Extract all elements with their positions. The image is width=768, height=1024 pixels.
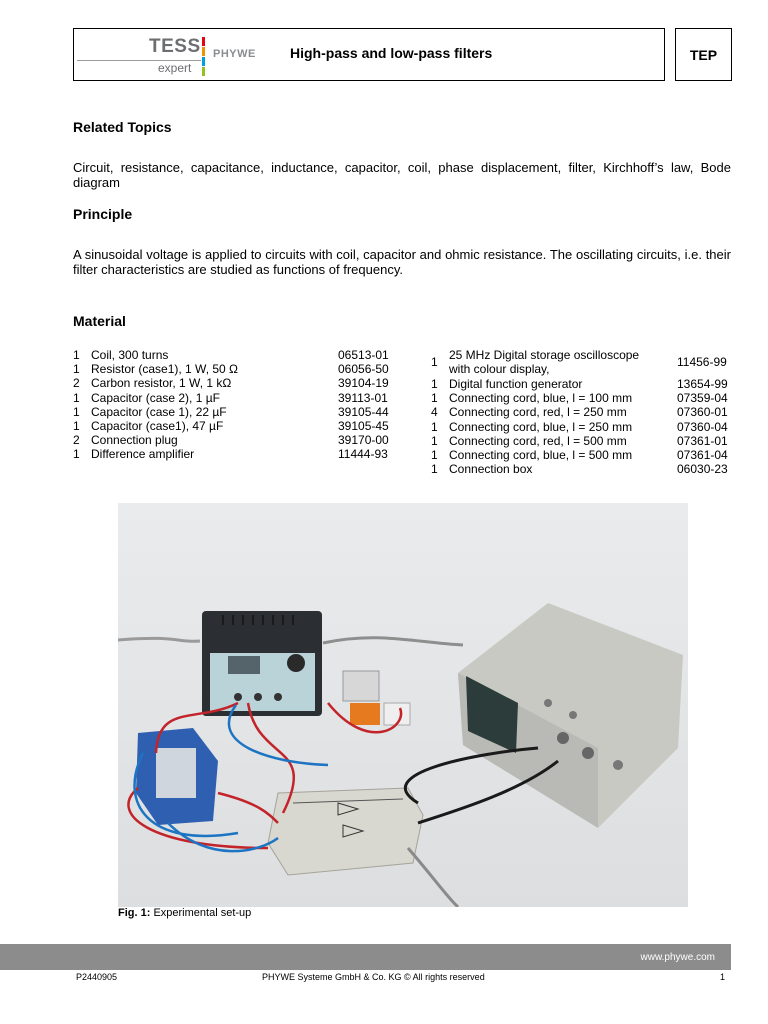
footer-url[interactable]: www.phywe.com bbox=[640, 952, 715, 963]
material-code: 39104-19 bbox=[338, 376, 389, 391]
material-qty: 1 bbox=[431, 391, 438, 406]
logo-color-bars bbox=[202, 37, 207, 75]
material-item bbox=[73, 419, 393, 433]
material-qty: 1 bbox=[431, 419, 438, 434]
material-desc: Connection plug bbox=[91, 433, 178, 448]
material-code: 07360-01 bbox=[677, 405, 728, 420]
material-code: 11456-99 bbox=[677, 355, 727, 369]
tep-badge: TEP bbox=[675, 28, 732, 81]
related-topics-heading: Related Topics bbox=[73, 119, 172, 135]
footer-experiment-code: P2440905 bbox=[76, 972, 118, 982]
material-item bbox=[73, 348, 393, 362]
material-desc: 25 MHz Digital storage oscilloscope bbox=[449, 348, 640, 362]
material-item bbox=[431, 391, 751, 405]
material-desc: Capacitor (case 1), 22 µF bbox=[91, 404, 227, 419]
logo-tess: TESS bbox=[149, 36, 201, 57]
material-code: 39105-44 bbox=[338, 404, 389, 419]
material-qty: 1 bbox=[73, 390, 80, 405]
material-item bbox=[431, 348, 731, 376]
material-code: 07361-01 bbox=[677, 433, 728, 448]
material-qty: 1 bbox=[73, 362, 80, 377]
figure-caption-label: Fig. 1: bbox=[118, 907, 151, 919]
material-qty: 1 bbox=[73, 404, 80, 419]
material-desc: Connecting cord, blue, l = 500 mm bbox=[449, 448, 633, 462]
material-item bbox=[431, 434, 751, 448]
material-item bbox=[73, 362, 393, 376]
material-qty: 1 bbox=[73, 348, 80, 362]
material-code: 06513-01 bbox=[338, 348, 389, 362]
material-desc: Connecting cord, red, l = 500 mm bbox=[449, 433, 627, 448]
logo-phywe: PHYWE bbox=[213, 48, 256, 60]
material-code: 07361-04 bbox=[677, 448, 728, 462]
material-qty: 4 bbox=[431, 405, 438, 420]
material-code: 39105-45 bbox=[338, 419, 389, 433]
material-qty: 1 bbox=[431, 462, 438, 477]
footer-bar bbox=[0, 944, 731, 970]
material-heading: Material bbox=[73, 313, 126, 329]
footer-page-number: 1 bbox=[720, 972, 726, 982]
material-desc: Connecting cord, blue, l = 100 mm bbox=[449, 391, 633, 406]
material-item bbox=[431, 405, 751, 419]
material-item bbox=[73, 391, 393, 405]
material-desc: Digital function generator bbox=[449, 377, 583, 391]
logo-expert: expert bbox=[158, 61, 192, 75]
material-desc: Resistor (case1), 1 W, 50 Ω bbox=[91, 362, 239, 377]
material-item bbox=[431, 377, 751, 391]
material-desc: Difference amplifier bbox=[91, 447, 195, 462]
material-qty: 1 bbox=[431, 355, 438, 369]
document-title: High-pass and low-pass filters bbox=[290, 45, 493, 61]
material-code: 06030-23 bbox=[677, 462, 728, 477]
related-topics-text: Circuit, resistance, capacitance, inductance, capacitor, coil, phase displacement, filter, Kirchhoff’s law, Bode diagram bbox=[73, 160, 731, 190]
principle-text: A sinusoidal voltage is applied to circuits with coil, capacitor and ohmic resistance. The oscillating circuits, i.e. their filter characteristics are studied as functions of frequency. bbox=[73, 247, 731, 277]
material-qty: 1 bbox=[431, 433, 438, 448]
experimental-setup-photo bbox=[118, 503, 688, 907]
material-code: 07359-04 bbox=[677, 391, 728, 406]
function-generator bbox=[202, 611, 322, 716]
material-desc: Carbon resistor, 1 W, 1 kΩ bbox=[91, 376, 232, 391]
material-qty: 2 bbox=[73, 376, 80, 391]
material-code: 39170-00 bbox=[338, 433, 389, 448]
material-desc-cont: with colour display, bbox=[449, 362, 550, 376]
principle-heading: Principle bbox=[73, 206, 133, 222]
material-item bbox=[431, 462, 751, 476]
material-desc: Connecting cord, red, l = 250 mm bbox=[449, 405, 627, 420]
material-item bbox=[73, 405, 393, 419]
material-code: 11444-93 bbox=[338, 447, 388, 462]
material-item bbox=[431, 420, 751, 434]
material-qty: 1 bbox=[73, 419, 80, 433]
material-code: 13654-99 bbox=[677, 377, 728, 391]
material-code: 39113-01 bbox=[338, 390, 388, 405]
difference-amplifier bbox=[268, 788, 423, 875]
material-qty: 2 bbox=[73, 433, 80, 448]
material-code: 06056-50 bbox=[338, 362, 389, 377]
material-desc: Connection box bbox=[449, 462, 533, 477]
material-item bbox=[73, 433, 393, 447]
material-desc: Capacitor (case 2), 1 µF bbox=[91, 390, 220, 405]
material-desc: Connecting cord, blue, l = 250 mm bbox=[449, 419, 633, 434]
material-code: 07360-04 bbox=[677, 419, 728, 434]
footer-copyright: PHYWE Systeme GmbH & Co. KG © All rights reserved bbox=[262, 972, 485, 982]
material-desc: Capacitor (case1), 47 µF bbox=[91, 419, 224, 433]
material-qty: 1 bbox=[431, 377, 438, 391]
figure-caption bbox=[118, 907, 251, 919]
material-item bbox=[73, 376, 393, 390]
material-qty: 1 bbox=[73, 447, 80, 462]
material-qty: 1 bbox=[431, 448, 438, 462]
material-item bbox=[431, 448, 751, 462]
material-desc: Coil, 300 turns bbox=[91, 348, 169, 362]
material-item bbox=[73, 447, 393, 461]
figure-caption-text: Experimental set-up bbox=[150, 907, 252, 919]
